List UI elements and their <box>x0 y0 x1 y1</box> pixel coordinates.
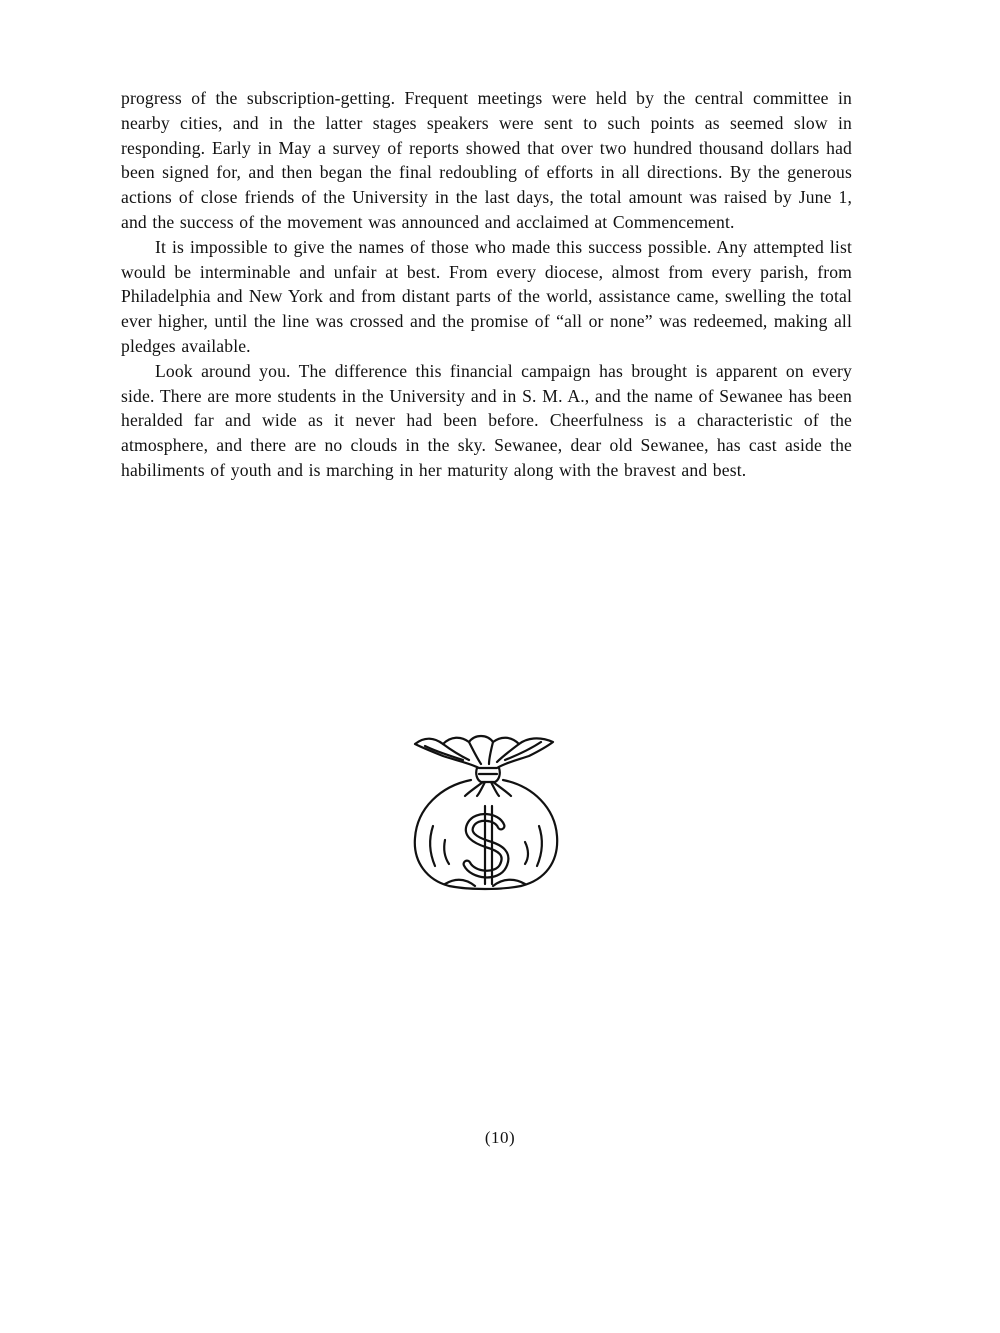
money-bag-icon <box>405 730 565 895</box>
paragraph-2: It is impossible to give the names of those who made this success possible. Any attempted list would be interminable and unfair at best. From every diocese, almost from every parish, from Philadelphia and New York and from distant parts of the world, assistance came, swelling the total ever higher, until the line was crossed and the promise of “all or none” was redeemed, making all pledges available. <box>121 236 852 356</box>
body-text <box>121 86 852 483</box>
page-number: (10) <box>484 1128 516 1147</box>
paragraph-1: progress of the subscription-getting. Frequent meetings were held by the central committee in nearby cities, and in the latter stages speakers were sent to such points as seemed slow in responding. Early in May a survey of reports showed that over two hundred thousand dollars had been signed for, and then began the final redoubling of efforts in all directions. By the generous actions of close friends of the University in the last days, the total amount was raised by June 1, and the success of the movement was announced and acclaimed at Commencement. <box>121 88 852 232</box>
money-bag-illustration <box>405 730 565 895</box>
paragraph-3: Look around you. The difference this financial campaign has brought is apparent on every side. There are more students in the University and in S. M. A., and the name of Sewanee has been heralded far and wide as it never had been before. Cheerfulness is a characteristic of the atmosphere, and there are no clouds in the sky. Sewanee, dear old Sewanee, has cast aside the habiliments of youth and is marching in her maturity along with the bravest and best. <box>121 360 852 480</box>
